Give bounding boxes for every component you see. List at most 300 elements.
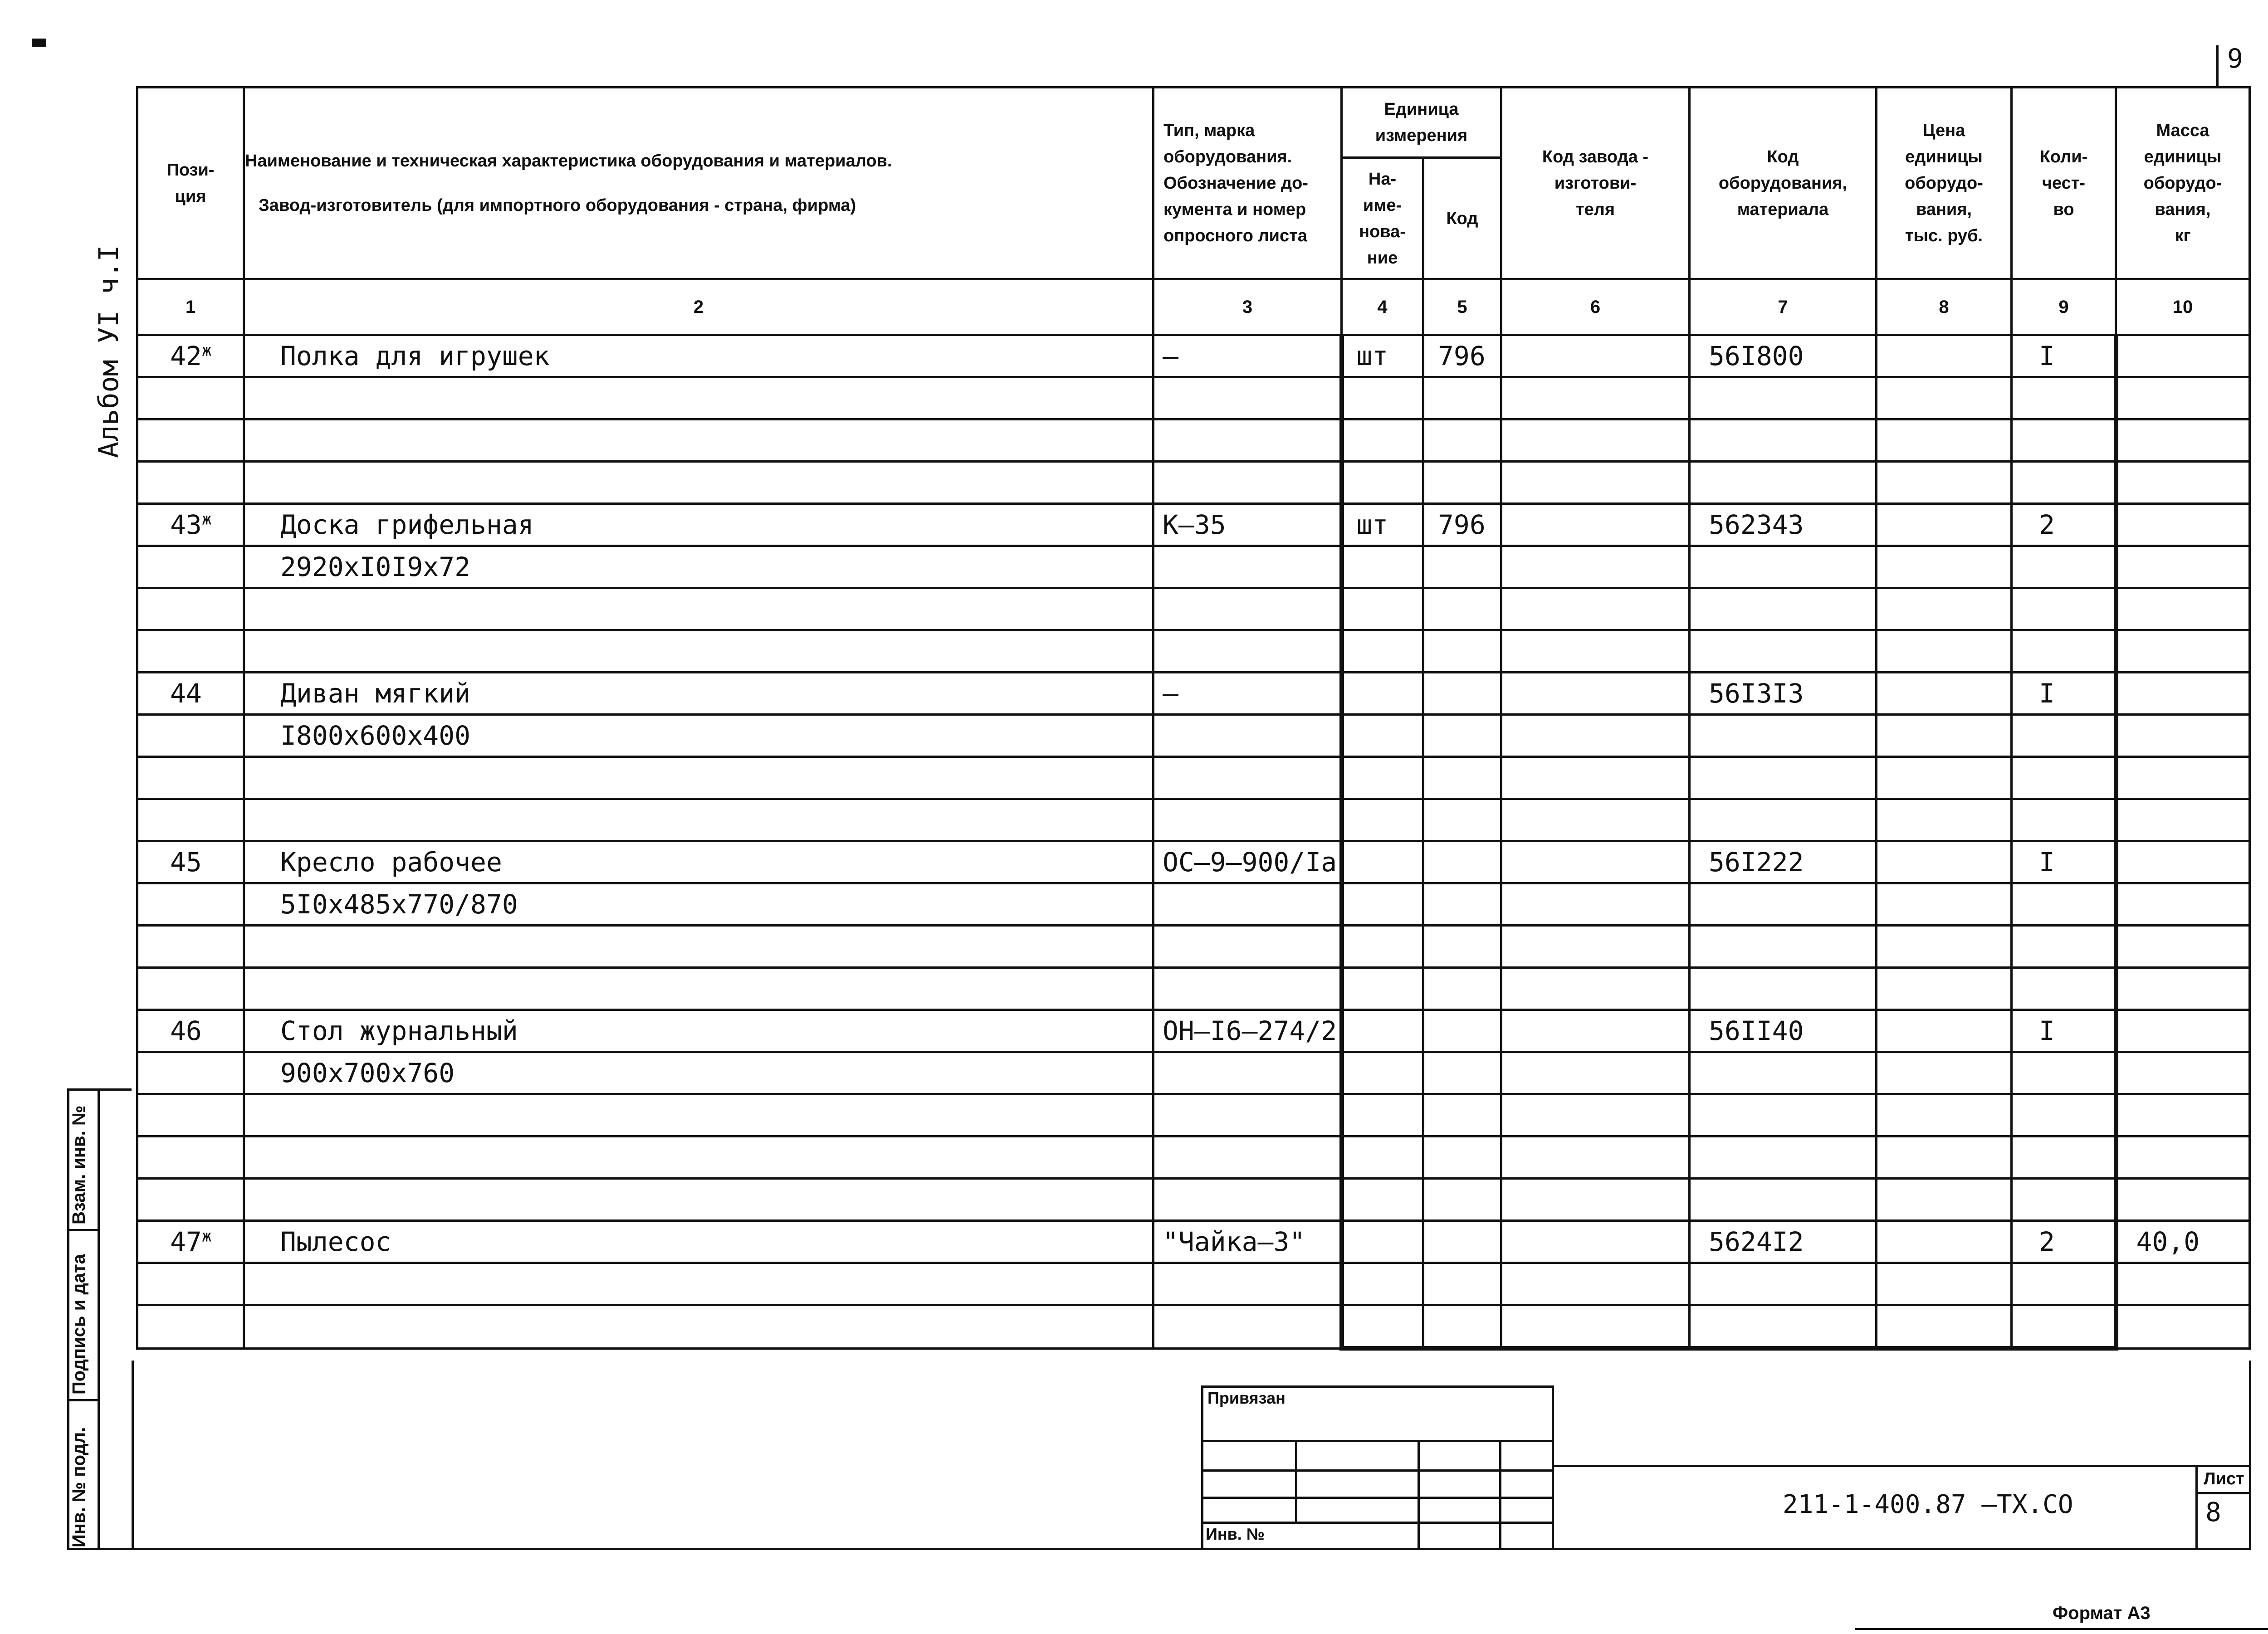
header-price: Цена единицы оборудо- вания, тыс. руб. <box>1877 88 2012 279</box>
cell-factory-code <box>1501 883 1690 926</box>
table-row-continuation <box>137 1052 2250 1094</box>
cell-unit-name <box>1342 419 1423 462</box>
cell-unit-code <box>1423 673 1501 715</box>
document-code: 211-1-400.87 –ТХ.СО <box>1783 1490 2073 1519</box>
cell-unit-name <box>1342 926 1423 968</box>
cell-factory-code <box>1501 630 1690 673</box>
cell-unit-code <box>1423 757 1501 799</box>
cell-quantity <box>2012 883 2116 926</box>
table-row-continuation <box>137 588 2250 630</box>
cell-quantity: I <box>2012 673 2116 715</box>
cell-name <box>244 588 1154 630</box>
cell-mass <box>2116 841 2250 883</box>
cell-material-code <box>1690 926 1877 968</box>
cell-factory-code <box>1501 1094 1690 1136</box>
cell-factory-code <box>1501 1010 1690 1052</box>
cell-unit-code <box>1423 1221 1501 1263</box>
table-row-continuation <box>137 1263 2250 1305</box>
cell-name <box>244 799 1154 841</box>
cell-unit-name <box>1342 630 1423 673</box>
cell-name <box>244 1263 1154 1305</box>
sheet-label: Лист <box>2204 1469 2244 1488</box>
header-unit-name: На- име- нова- ние <box>1342 158 1423 279</box>
cell-factory-code <box>1501 462 1690 504</box>
cell-type <box>1154 757 1342 799</box>
table-row-continuation <box>137 799 2250 841</box>
cell-position <box>137 1179 244 1221</box>
cell-unit-name <box>1342 588 1423 630</box>
cell-name <box>244 926 1154 968</box>
cell-unit-name: шт <box>1342 335 1423 377</box>
cell-type: ОС–9–900/Iа <box>1154 841 1342 883</box>
cell-unit-code <box>1423 1179 1501 1221</box>
cell-material-code <box>1690 1136 1877 1179</box>
table-row <box>137 504 2250 546</box>
cell-unit-code <box>1423 1305 1501 1349</box>
header-numbers <box>137 279 2250 335</box>
header-unit-code: Код <box>1423 158 1501 279</box>
cell-quantity <box>2012 1052 2116 1094</box>
cell-mass <box>2116 630 2250 673</box>
cell-name: Кресло рабочее <box>244 841 1154 883</box>
cell-position <box>137 377 244 419</box>
cell-factory-code <box>1501 504 1690 546</box>
cell-mass <box>2116 757 2250 799</box>
cell-unit-name <box>1342 1263 1423 1305</box>
cell-position <box>137 504 244 546</box>
side-field-signature-date: Подпись и дата <box>69 1254 89 1395</box>
position-number: 44 <box>170 678 202 709</box>
stamp-inv-label: Инв. № <box>1206 1525 1265 1543</box>
cell-material-code <box>1690 757 1877 799</box>
cell-unit-code <box>1423 1010 1501 1052</box>
cell-type: К–35 <box>1154 504 1342 546</box>
cell-factory-code <box>1501 757 1690 799</box>
cell-material-code <box>1690 1094 1877 1136</box>
cell-material-code <box>1690 546 1877 588</box>
cell-quantity <box>2012 799 2116 841</box>
cell-material-code <box>1690 1179 1877 1221</box>
cell-type: "Чайка–3" <box>1154 1221 1342 1263</box>
cell-price <box>1877 462 2012 504</box>
cell-factory-code <box>1501 377 1690 419</box>
cell-position <box>137 968 244 1010</box>
cell-price <box>1877 799 2012 841</box>
cell-unit-code <box>1423 1052 1501 1094</box>
cell-name: Стол журнальный <box>244 1010 1154 1052</box>
cell-unit-code <box>1423 630 1501 673</box>
cell-unit-code <box>1423 968 1501 1010</box>
cell-price <box>1877 504 2012 546</box>
cell-mass <box>2116 462 2250 504</box>
cell-quantity <box>2012 1136 2116 1179</box>
cell-type <box>1154 546 1342 588</box>
cell-unit-code <box>1423 1136 1501 1179</box>
cell-mass <box>2116 377 2250 419</box>
cell-type <box>1154 1052 1342 1094</box>
cell-type <box>1154 588 1342 630</box>
cell-material-code <box>1690 630 1877 673</box>
cell-name <box>244 968 1154 1010</box>
specification-table <box>136 86 2251 1351</box>
cell-unit-name <box>1342 715 1423 757</box>
cell-unit-code <box>1423 419 1501 462</box>
table-row <box>137 1221 2250 1263</box>
cell-unit-code <box>1423 926 1501 968</box>
cell-unit-name <box>1342 1179 1423 1221</box>
cell-mass <box>2116 1305 2250 1349</box>
table-row-continuation <box>137 1179 2250 1221</box>
cell-type: ОН–I6–274/2 <box>1154 1010 1342 1052</box>
cell-material-code <box>1690 968 1877 1010</box>
table-row-continuation <box>137 630 2250 673</box>
cell-type: – <box>1154 335 1342 377</box>
cell-factory-code <box>1501 715 1690 757</box>
cell-mass <box>2116 335 2250 377</box>
cell-position <box>137 588 244 630</box>
cell-material-code <box>1690 1305 1877 1349</box>
cell-price <box>1877 1221 2012 1263</box>
cell-name <box>244 1179 1154 1221</box>
col-number: 5 <box>1423 279 1501 335</box>
cell-type <box>1154 968 1342 1010</box>
cell-unit-code <box>1423 377 1501 419</box>
cell-position <box>137 1094 244 1136</box>
position-number: 47 <box>170 1226 202 1257</box>
cell-price <box>1877 926 2012 968</box>
cell-unit-name <box>1342 377 1423 419</box>
cell-position <box>137 1052 244 1094</box>
cell-unit-name <box>1342 1305 1423 1349</box>
cell-material-code: 56II40 <box>1690 1010 1877 1052</box>
cell-name <box>244 1136 1154 1179</box>
table-row <box>137 335 2250 377</box>
table-row <box>137 673 2250 715</box>
cell-factory-code <box>1501 968 1690 1010</box>
cell-price <box>1877 1094 2012 1136</box>
cell-position <box>137 1263 244 1305</box>
cell-name <box>244 1094 1154 1136</box>
cell-mass <box>2116 673 2250 715</box>
cell-quantity <box>2012 1179 2116 1221</box>
cell-unit-name <box>1342 841 1423 883</box>
cell-position <box>137 926 244 968</box>
cell-name: 5I0x485x770/870 <box>244 883 1154 926</box>
header-type: Тип, марка оборудования. Обозначение до- кумента и номер опросного листа <box>1154 88 1342 279</box>
cell-type <box>1154 1179 1342 1221</box>
cell-price <box>1877 630 2012 673</box>
table-header <box>137 88 2250 335</box>
cell-quantity: I <box>2012 841 2116 883</box>
cell-mass <box>2116 968 2250 1010</box>
cell-name: 2920xI0I9x72 <box>244 546 1154 588</box>
cell-type <box>1154 462 1342 504</box>
header-position: Пози- ция <box>137 88 244 279</box>
cell-mass <box>2116 1136 2250 1179</box>
cell-price <box>1877 1136 2012 1179</box>
cell-factory-code <box>1501 335 1690 377</box>
cell-type <box>1154 1094 1342 1136</box>
cell-name <box>244 630 1154 673</box>
cell-factory-code <box>1501 546 1690 588</box>
cell-mass <box>2116 799 2250 841</box>
cell-position <box>137 799 244 841</box>
cell-mass <box>2116 883 2250 926</box>
cell-mass <box>2116 1263 2250 1305</box>
cell-price <box>1877 715 2012 757</box>
cell-name: 900x700x760 <box>244 1052 1154 1094</box>
cell-quantity <box>2012 968 2116 1010</box>
position-number: 42 <box>170 341 202 371</box>
position-number: 46 <box>170 1015 202 1046</box>
table-row-continuation <box>137 757 2250 799</box>
cell-unit-name <box>1342 1221 1423 1263</box>
cell-position <box>137 1136 244 1179</box>
cell-unit-name <box>1342 1136 1423 1179</box>
col-number: 8 <box>1877 279 2012 335</box>
cell-position <box>137 419 244 462</box>
cell-mass <box>2116 1052 2250 1094</box>
cell-name <box>244 377 1154 419</box>
cell-material-code <box>1690 883 1877 926</box>
cell-material-code: 56I800 <box>1690 335 1877 377</box>
position-mark: ж <box>201 341 212 360</box>
table-row <box>137 1010 2250 1052</box>
cell-mass <box>2116 419 2250 462</box>
cell-name <box>244 419 1154 462</box>
cell-price <box>1877 1263 2012 1305</box>
cell-position <box>137 757 244 799</box>
corner-page-number: 9 <box>2227 43 2243 74</box>
header-material-code: Код оборудования, материала <box>1690 88 1877 279</box>
cell-price <box>1877 377 2012 419</box>
cell-factory-code <box>1501 1179 1690 1221</box>
cell-material-code: 562343 <box>1690 504 1877 546</box>
cell-unit-code: 796 <box>1423 335 1501 377</box>
table-body <box>137 335 2250 1349</box>
cell-unit-code <box>1423 715 1501 757</box>
cell-unit-name <box>1342 968 1423 1010</box>
cell-name: Пылесос <box>244 1221 1154 1263</box>
cell-mass <box>2116 715 2250 757</box>
cell-name: Полка для игрушек <box>244 335 1154 377</box>
table-row-continuation <box>137 1305 2250 1349</box>
cell-unit-name <box>1342 462 1423 504</box>
cell-quantity <box>2012 419 2116 462</box>
col-number: 7 <box>1690 279 1877 335</box>
cell-name <box>244 1305 1154 1349</box>
table-row-continuation <box>137 377 2250 419</box>
cell-quantity: I <box>2012 1010 2116 1052</box>
cell-position <box>137 883 244 926</box>
header-factory-code: Код завода - изготови- теля <box>1501 88 1690 279</box>
cell-material-code <box>1690 377 1877 419</box>
cell-unit-name <box>1342 673 1423 715</box>
cell-quantity: I <box>2012 335 2116 377</box>
position-mark: ж <box>201 1227 212 1246</box>
sheet-number: 8 <box>2205 1497 2221 1527</box>
cell-type <box>1154 630 1342 673</box>
cell-type <box>1154 1305 1342 1349</box>
cell-unit-name <box>1342 799 1423 841</box>
cell-type <box>1154 419 1342 462</box>
cell-quantity <box>2012 377 2116 419</box>
col-number: 10 <box>2116 279 2250 335</box>
cell-position <box>137 1010 244 1052</box>
col-number: 3 <box>1154 279 1342 335</box>
cell-quantity <box>2012 926 2116 968</box>
stamp-bound-label: Привязан <box>1207 1389 1286 1407</box>
side-album-label: Альбом УI ч.I <box>93 245 125 458</box>
position-number: 43 <box>170 509 202 540</box>
cell-price <box>1877 588 2012 630</box>
table-row-continuation <box>137 1094 2250 1136</box>
cell-unit-code: 796 <box>1423 504 1501 546</box>
cell-unit-code <box>1423 799 1501 841</box>
cell-type <box>1154 1263 1342 1305</box>
cell-position <box>137 1305 244 1349</box>
cell-unit-name <box>1342 546 1423 588</box>
cell-unit-code <box>1423 546 1501 588</box>
cell-quantity <box>2012 1094 2116 1136</box>
cell-unit-code <box>1423 841 1501 883</box>
header-name: Наименование и техническая характеристика оборудования и материалов. Завод-изготовитель (для импортного оборудования - страна, фирма) <box>244 88 1154 279</box>
corner-mark <box>32 39 46 47</box>
cell-price <box>1877 673 2012 715</box>
cell-material-code: 56I222 <box>1690 841 1877 883</box>
cell-unit-name <box>1342 1094 1423 1136</box>
cell-material-code <box>1690 588 1877 630</box>
cell-mass <box>2116 504 2250 546</box>
cell-mass: 40,0 <box>2116 1221 2250 1263</box>
cell-mass <box>2116 1094 2250 1136</box>
col-number: 6 <box>1501 279 1690 335</box>
table-row <box>137 841 2250 883</box>
side-field-replace-inv: Взам. инв. № <box>69 1105 89 1224</box>
cell-name: I800x600x400 <box>244 715 1154 757</box>
cell-quantity <box>2012 757 2116 799</box>
cell-quantity <box>2012 588 2116 630</box>
cell-material-code <box>1690 419 1877 462</box>
cell-type <box>1154 883 1342 926</box>
cell-factory-code <box>1501 1221 1690 1263</box>
cell-factory-code <box>1501 926 1690 968</box>
side-field-inv-original: Инв. № подл. <box>69 1427 89 1547</box>
cell-name: Доска грифельная <box>244 504 1154 546</box>
table-row-continuation <box>137 419 2250 462</box>
cell-price <box>1877 1305 2012 1349</box>
cell-type <box>1154 1136 1342 1179</box>
cell-unit-code <box>1423 462 1501 504</box>
cell-material-code <box>1690 1052 1877 1094</box>
header-mass: Масса единицы оборудо- вания, кг <box>2116 88 2250 279</box>
cell-position <box>137 1221 244 1263</box>
cell-position <box>137 673 244 715</box>
cell-type <box>1154 377 1342 419</box>
cell-price <box>1877 546 2012 588</box>
col-number: 4 <box>1342 279 1423 335</box>
table-row-continuation <box>137 1136 2250 1179</box>
cell-quantity: 2 <box>2012 504 2116 546</box>
cell-type <box>1154 715 1342 757</box>
cell-quantity <box>2012 630 2116 673</box>
cell-material-code: 5624I2 <box>1690 1221 1877 1263</box>
col-number: 9 <box>2012 279 2116 335</box>
header-unit: Единица измерения <box>1342 88 1501 158</box>
cell-mass <box>2116 546 2250 588</box>
cell-price <box>1877 1052 2012 1094</box>
cell-factory-code <box>1501 1263 1690 1305</box>
cell-mass <box>2116 588 2250 630</box>
cell-price <box>1877 1010 2012 1052</box>
cell-unit-code <box>1423 1263 1501 1305</box>
cell-material-code <box>1690 799 1877 841</box>
cell-material-code <box>1690 715 1877 757</box>
cell-factory-code <box>1501 1052 1690 1094</box>
cell-unit-name <box>1342 883 1423 926</box>
cell-name <box>244 462 1154 504</box>
cell-price <box>1877 883 2012 926</box>
cell-quantity <box>2012 546 2116 588</box>
cell-type <box>1154 926 1342 968</box>
cell-position <box>137 462 244 504</box>
cell-name: Диван мягкий <box>244 673 1154 715</box>
cell-unit-name <box>1342 1010 1423 1052</box>
cell-quantity <box>2012 715 2116 757</box>
cell-unit-code <box>1423 588 1501 630</box>
cell-position <box>137 335 244 377</box>
cell-quantity <box>2012 1305 2116 1349</box>
cell-factory-code <box>1501 799 1690 841</box>
cell-quantity <box>2012 1263 2116 1305</box>
cell-material-code <box>1690 462 1877 504</box>
cell-price <box>1877 419 2012 462</box>
table-row-continuation <box>137 715 2250 757</box>
cell-factory-code <box>1501 588 1690 630</box>
cell-position <box>137 546 244 588</box>
table-row-continuation <box>137 968 2250 1010</box>
cell-type <box>1154 799 1342 841</box>
col-number: 2 <box>244 279 1154 335</box>
cell-factory-code <box>1501 841 1690 883</box>
cell-factory-code <box>1501 419 1690 462</box>
cell-factory-code <box>1501 1305 1690 1349</box>
cell-factory-code <box>1501 1136 1690 1179</box>
cell-unit-code <box>1423 883 1501 926</box>
cell-position <box>137 841 244 883</box>
table-row-continuation <box>137 926 2250 968</box>
col-number: 1 <box>137 279 244 335</box>
cell-mass <box>2116 1179 2250 1221</box>
cell-quantity: 2 <box>2012 1221 2116 1263</box>
table-row-continuation <box>137 546 2250 588</box>
cell-quantity <box>2012 462 2116 504</box>
cell-mass <box>2116 926 2250 968</box>
cell-price <box>1877 841 2012 883</box>
corner-page-number-rule <box>2216 45 2219 86</box>
cell-factory-code <box>1501 673 1690 715</box>
table-row-continuation <box>137 462 2250 504</box>
cell-price <box>1877 335 2012 377</box>
cell-mass <box>2116 1010 2250 1052</box>
cell-unit-code <box>1423 1094 1501 1136</box>
cell-price <box>1877 968 2012 1010</box>
cell-unit-name <box>1342 757 1423 799</box>
table-row-continuation <box>137 883 2250 926</box>
cell-material-code: 56I3I3 <box>1690 673 1877 715</box>
header-quantity: Коли- чест- во <box>2012 88 2116 279</box>
cell-name <box>244 757 1154 799</box>
